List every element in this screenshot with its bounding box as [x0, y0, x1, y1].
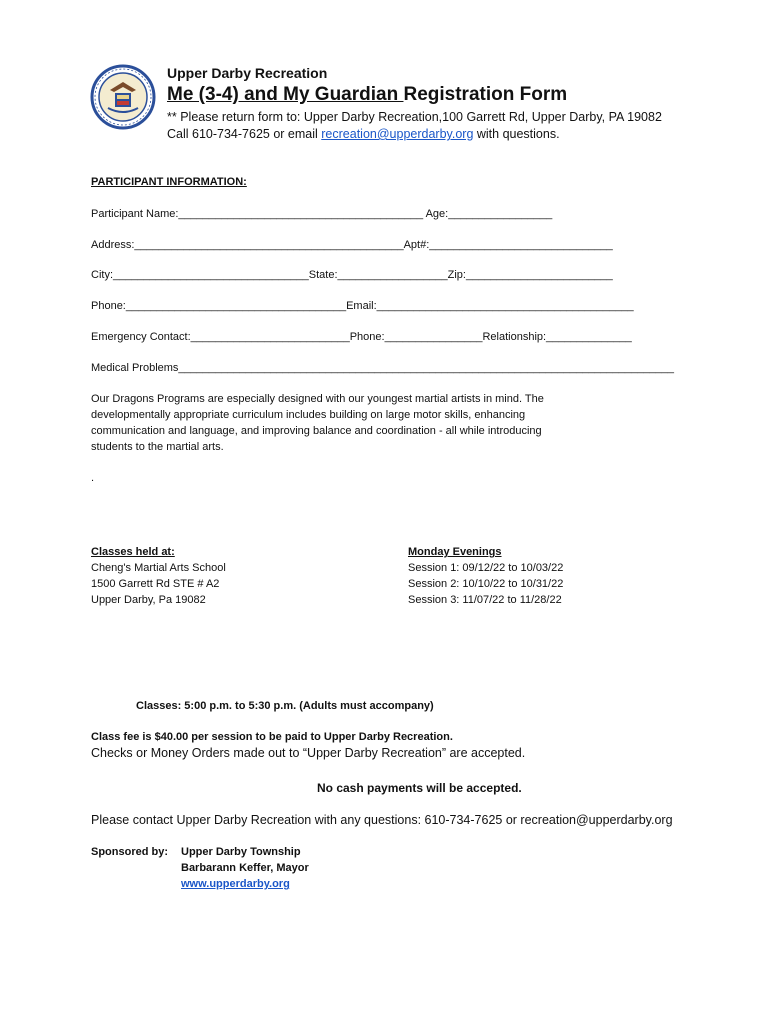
sponsor-line2: Barbarann Keffer, Mayor	[181, 862, 309, 874]
classes-time: Classes: 5:00 p.m. to 5:30 p.m. (Adults must accompany)	[136, 700, 434, 712]
location-heading: Classes held at:	[91, 546, 175, 558]
page-title	[167, 84, 567, 106]
no-cash-notice: No cash payments will be accepted.	[317, 781, 522, 795]
call-suffix: with questions.	[473, 127, 560, 141]
payment-checks: Checks or Money Orders made out to “Upper Darby Recreation” are accepted.	[91, 746, 526, 760]
session-2: Session 2: 10/10/22 to 10/31/22	[408, 578, 564, 590]
stray-dot: .	[91, 472, 95, 484]
location-address1: 1500 Garrett Rd STE # A2	[91, 578, 220, 590]
participant-name-field[interactable]: Participant Name:________________________________________ Age:_________________	[91, 208, 553, 220]
address-field[interactable]: Address:____________________________________________Apt#:______________________________	[91, 239, 613, 251]
township-seal-icon	[90, 64, 156, 130]
title-rest: Registration Form	[403, 84, 568, 105]
contact-info: Please contact Upper Darby Recreation with any questions: 610-734-7625 or recreation@upperdarby.org	[91, 813, 673, 827]
session-1: Session 1: 09/12/22 to 10/03/22	[408, 562, 564, 574]
program-description: Our Dragons Programs are especially designed with our youngest martial artists in mind. The developmentally appropriate curriculum includes building on large motor skills, enhancing communication and language, and improving balance and coordination - all while introducing students to the martial arts.	[91, 393, 544, 453]
email-link[interactable]: recreation@upperdarby.org	[321, 127, 474, 141]
emergency-contact-field[interactable]: Emergency Contact:__________________________Phone:________________Relationship:______________	[91, 331, 632, 343]
schedule-heading: Monday Evenings	[408, 546, 502, 558]
class-fee: Class fee is $40.00 per session to be paid to Upper Darby Recreation.	[91, 731, 453, 743]
medical-problems-field[interactable]: Medical Problems_________________________________________________________________________________	[91, 362, 674, 374]
contact-line	[167, 127, 560, 141]
sponsor-line1: Upper Darby Township	[181, 846, 301, 858]
location-address2: Upper Darby, Pa 19082	[91, 594, 206, 606]
city-state-zip-field[interactable]: City:________________________________State:__________________Zip:________________________	[91, 269, 613, 281]
website-link[interactable]: www.upperdarby.org	[181, 878, 290, 890]
participant-heading: PARTICIPANT INFORMATION:	[91, 176, 247, 188]
title-underlined: Me (3-4) and My Guardian	[167, 84, 404, 105]
sponsor-label: Sponsored by:	[91, 846, 169, 858]
session-3: Session 3: 11/07/22 to 11/28/22	[408, 594, 562, 606]
location-name: Cheng's Martial Arts School	[91, 562, 226, 574]
organization-name: Upper Darby Recreation	[167, 65, 328, 81]
return-instructions: ** Please return form to: Upper Darby Recreation,100 Garrett Rd, Upper Darby, PA 19082	[167, 110, 662, 124]
phone-email-field[interactable]: Phone:____________________________________Email:__________________________________________	[91, 300, 634, 312]
call-prefix: Call 610-734-7625 or email	[167, 127, 322, 141]
